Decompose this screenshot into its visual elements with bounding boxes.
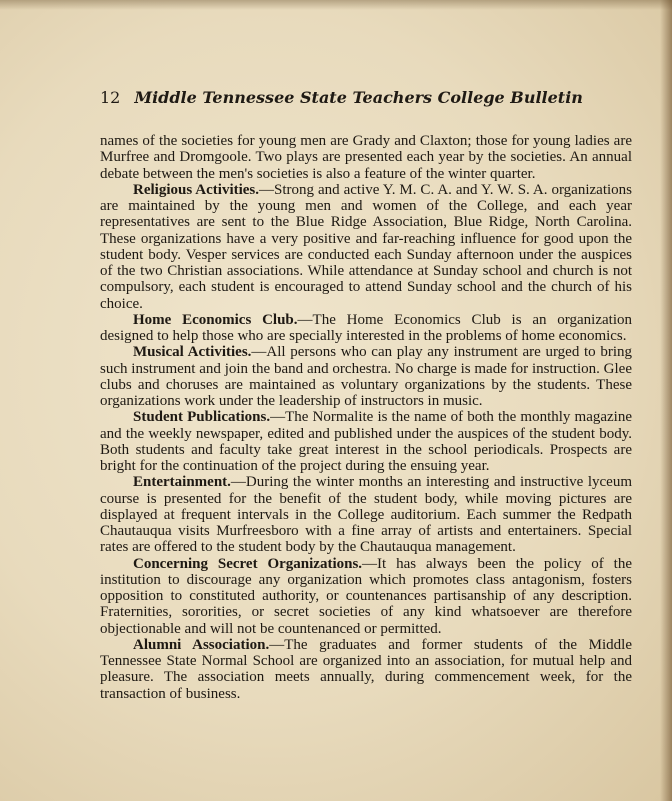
section-heading: Religious Activities. (133, 181, 260, 198)
section-heading: Alumni Association. (133, 636, 270, 653)
page-binding-shadow (660, 0, 672, 801)
paragraph-text: —The Normalite is the name of both the monthly magazine and the weekly newspaper, edited and published under the auspices of the student body. Both students and faculty take great interest in the school periodicals. Prospects are bright for the continuation of the project during the ensuing year. (100, 409, 633, 474)
paragraph-musical-activities (100, 344, 632, 409)
page-number: 12 (100, 88, 121, 107)
bulletin-title: Middle Tennessee State Teachers College Bulletin (134, 88, 583, 107)
section-heading: Concerning Secret Organizations. (133, 555, 363, 572)
paragraph-societies-continued (100, 133, 632, 182)
paragraph-text: —It has always been the policy of the institution to discourage any organization which promotes class antagonism, fosters opposition to constituted authority, or countenances partisanship of any description. Fraternities, sororities, or secret societies of any kind whatsoever are therefore objectionable and will not be countenanced or permitted. (100, 555, 632, 637)
paragraph-text: —The Home Economics Club is an organization designed to help those who are specially interested in the problems of home economics. (100, 311, 632, 344)
section-heading: Musical Activities. (133, 344, 252, 361)
section-heading: Student Publications. (133, 409, 271, 426)
paragraph-secret-organizations (100, 556, 632, 637)
page-top-shadow (0, 0, 672, 10)
paragraph-student-publications (100, 409, 632, 474)
paragraph-alumni-association (100, 637, 632, 702)
page-body (100, 133, 632, 702)
paragraph-text: names of the societies for young men are Grady and Claxton; those for young ladies are Murfree and Dromgoole. Two plays are presented each year by the societies. An annual debate between the men's societies is also a feature of the winter quarter. (100, 133, 632, 182)
paragraph-religious-activities (100, 182, 632, 312)
section-heading: Home Economics Club. (133, 311, 298, 328)
paragraph-home-economics-club (100, 312, 632, 345)
paragraph-entertainment (100, 474, 632, 555)
paragraph-text: —The graduates and former students of the Middle Tennessee State Normal School are organized into an association, for mutual help and pleasure. The association meets annually, during commencement week, for the transaction of business. (100, 636, 632, 702)
section-heading: Entertainment. (133, 474, 231, 491)
paragraph-text: —During the winter months an interesting and instructive lyceum course is presented for the benefit of the student body, while moving pictures are displayed at frequent intervals in the College auditorium. Each summer the Redpath Chautauqua visits Murfreesboro with a fine array of artists and entertainers. Special rates are offered to the student body by the Chautauqua management. (100, 474, 632, 556)
paragraph-text: —All persons who can play any instrument are urged to bring such instrument and join the band and orchestra. No charge is made for instruction. Glee clubs and choruses are maintained as voluntary organizations by the students. These organizations work under the leadership of instructors in music. (100, 344, 633, 409)
paragraph-text: —Strong and active Y. M. C. A. and Y. W. S. A. organizations are maintained by the young men and women of the College, and each year representatives are sent to the Blue Ridge Association, Blue Ridge, North Carolina. These organizations have a very positive and far-reaching influence for good upon the student body. Vesper services are conducted each Sunday afternoon under the auspices of the two Christian associations. While attendance at Sunday school and church is not compulsory, each student is encouraged to attend Sunday school and the church of his choice. (100, 181, 632, 312)
running-header (100, 88, 640, 107)
